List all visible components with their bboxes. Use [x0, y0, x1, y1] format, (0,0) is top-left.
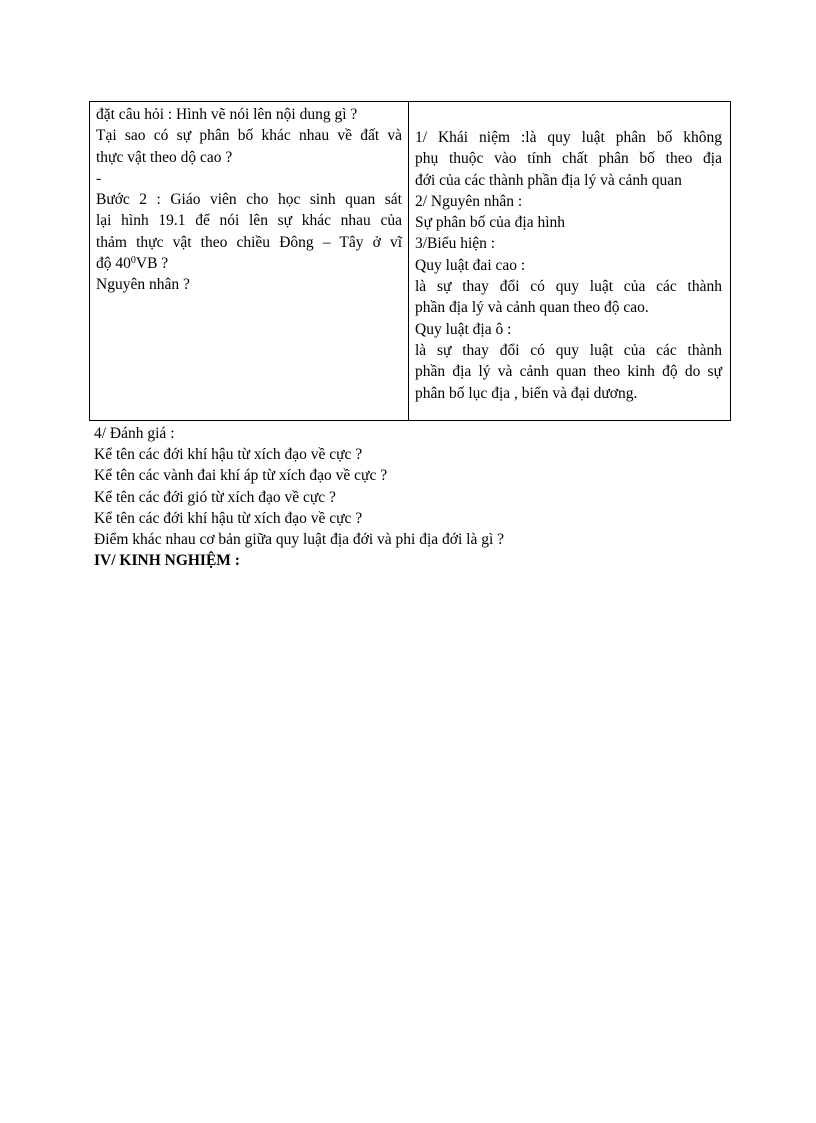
- question-line: Kể tên các đới khí hậu từ xích đạo về cực ?: [94, 509, 363, 527]
- text-line: 1/ Khái niệm :là quy luật phân bố không: [415, 129, 722, 146]
- activity-cell: [90, 102, 409, 420]
- content-cell: [409, 102, 730, 420]
- text-line: 2/ Nguyên nhân :: [415, 192, 523, 210]
- text-line: phần địa lý và cảnh quan theo độ cao.: [415, 299, 649, 317]
- text-line: phân bố lục địa , biển và đại dương.: [415, 384, 638, 402]
- text-line: đới của các thành phần địa lý và cảnh quan: [415, 171, 682, 189]
- question-line: Kể tên các vành đai khí áp từ xích đạo về cực ?: [94, 467, 388, 485]
- text-line: -: [96, 169, 102, 187]
- text-line: Tại sao có sự phân bố khác nhau về đất và: [96, 127, 402, 145]
- text-line: Bước 2 : Giáo viên cho học sinh quan sát: [96, 191, 402, 209]
- question-line: Kể tên các đới khí hậu từ xích đạo về cực ?: [94, 446, 363, 464]
- text-line: Quy luật đai cao :: [415, 256, 526, 274]
- latitude-suffix: VB ?: [135, 255, 169, 273]
- text-line: là sự thay đổi có quy luật của các thành: [415, 341, 722, 359]
- text-line: là sự thay đổi có quy luật của các thành: [415, 278, 722, 296]
- text-line: Sự phân bố của địa hình: [415, 214, 566, 232]
- lesson-table: [89, 101, 731, 421]
- degree-superscript: 0: [130, 255, 136, 267]
- text-line: đặt câu hỏi : Hình vẽ nói lên nội dung gì ?: [96, 106, 358, 123]
- experience-heading: IV/ KINH NGHIỆM :: [94, 552, 240, 570]
- text-line: 3/Biểu hiện :: [415, 235, 496, 253]
- text-line: phụ thuộc vào tính chất phân bố theo địa: [415, 150, 722, 168]
- text-line: lại hình 19.1 để nói lên sự khác nhau của: [96, 212, 402, 230]
- question-line: Điểm khác nhau cơ bản giữa quy luật địa đới và phi địa đới là gì ?: [94, 531, 505, 549]
- text-line: [96, 253, 402, 274]
- evaluation-section: [94, 423, 594, 571]
- text-line: phần địa lý và cảnh quan theo kinh độ do sự: [415, 363, 722, 381]
- section-heading: 4/ Đánh giá :: [94, 425, 175, 442]
- latitude-text: độ 40: [96, 255, 131, 273]
- text-line: Nguyên nhân ?: [96, 276, 190, 294]
- text-line: thực vật theo dộ cao ?: [96, 148, 233, 166]
- text-line: thảm thực vật theo chiều Đông – Tây ở vĩ: [96, 233, 402, 251]
- question-line: Kể tên các đới gió từ xích đạo về cực ?: [94, 488, 336, 506]
- text-line: Quy luật địa ô :: [415, 320, 512, 338]
